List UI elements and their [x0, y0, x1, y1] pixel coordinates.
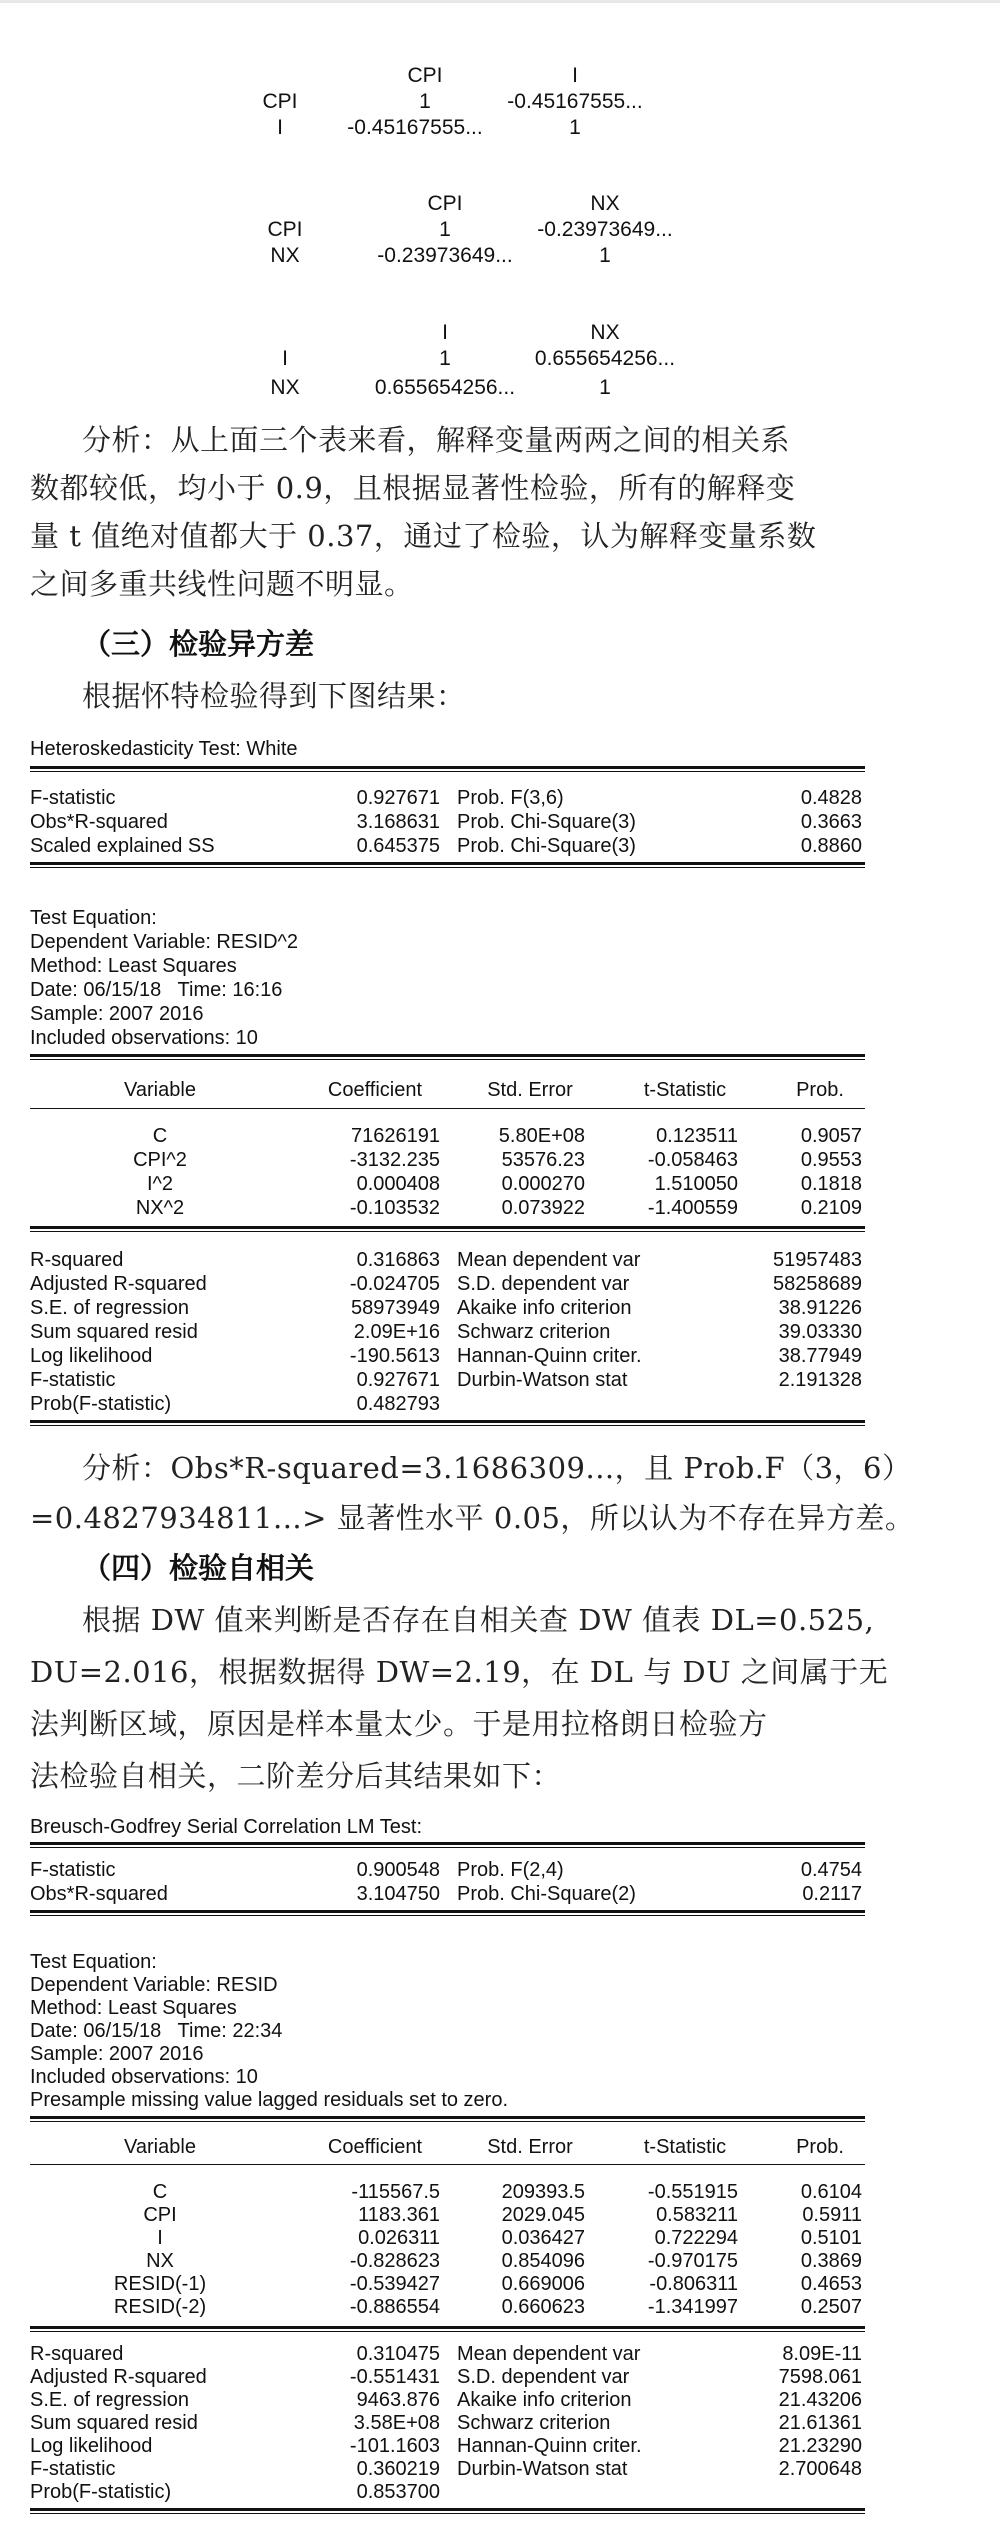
summary-value: 2.09E+16 — [353, 1321, 440, 1343]
summary-value: -190.5613 — [349, 1345, 440, 1367]
summary-value: 51957483 — [773, 1249, 862, 1271]
text-line: 法检验自相关，二阶差分后其结果如下： — [30, 1759, 562, 1793]
summary-value: 0.360219 — [356, 2458, 440, 2480]
summary-label: Log likelihood — [30, 2435, 153, 2457]
cell: 71626191 — [351, 1125, 440, 1147]
table-title: Breusch-Godfrey Serial Correlation LM Test: — [30, 1816, 423, 1838]
cell: 1183.361 — [358, 2204, 440, 2226]
eq-line: Included observations: 10 — [30, 2066, 258, 2088]
var-name: RESID(-2) — [113, 2296, 207, 2318]
summary-value: -0.024705 — [349, 1273, 440, 1295]
summary-label: Adjusted R-squared — [30, 2366, 207, 2388]
cell: -0.806311 — [649, 2273, 738, 2295]
eq-line: Test Equation: — [30, 907, 157, 929]
text-line: 之间多重共线性问题不明显。 — [30, 567, 414, 601]
var-name: NX — [146, 2250, 174, 2272]
summary-label: S.E. of regression — [30, 2389, 189, 2411]
cell: 1 — [599, 244, 611, 267]
cell: 1 — [439, 347, 451, 370]
col-header: Variable — [124, 1079, 196, 1101]
rule — [30, 1054, 865, 1060]
summary-label: S.E. of regression — [30, 1297, 189, 1319]
summary-value: 3.58E+08 — [353, 2412, 440, 2434]
summary-label: S.D. dependent var — [457, 1273, 630, 1295]
eq-line: Dependent Variable: RESID^2 — [30, 931, 299, 953]
cell: -115567.5 — [351, 2181, 440, 2203]
eq-line: Test Equation: — [30, 1951, 157, 1973]
text-line: 分析：Obs*R-squared=3.1686309...，且 Prob.F（3，6） — [82, 1451, 912, 1485]
col-header: Prob. — [796, 1079, 844, 1101]
eq-line: Method: Least Squares — [30, 955, 237, 977]
cell: 1 — [569, 116, 581, 139]
summary-label: Durbin-Watson stat — [457, 1369, 628, 1391]
row-header: NX — [270, 376, 300, 399]
stat-label: F-statistic — [30, 787, 116, 809]
rule — [30, 862, 865, 868]
cell: -1.400559 — [647, 1197, 738, 1219]
summary-label: Sum squared resid — [30, 1321, 198, 1343]
top-border — [0, 0, 1000, 3]
col-header: Std. Error — [487, 2136, 573, 2158]
stat-value: 3.168631 — [356, 811, 440, 833]
summary-label: Mean dependent var — [457, 1249, 641, 1271]
summary-value: 7598.061 — [778, 2366, 862, 2388]
summary-label: Prob(F-statistic) — [30, 1393, 172, 1415]
rule — [30, 1226, 865, 1232]
stat-label: Prob. F(3,6) — [457, 787, 564, 809]
cell: 2029.045 — [501, 2204, 585, 2226]
text-line: DU=2.016，根据数据得 DW=2.19，在 DL 与 DU 之间属于无 — [30, 1655, 889, 1689]
row-header: I — [277, 116, 283, 139]
stat-label: Scaled explained SS — [30, 835, 215, 857]
cell: 0.036427 — [501, 2227, 585, 2249]
rule — [30, 1420, 865, 1426]
text-line: 分析：从上面三个表来看，解释变量两两之间的相关系 — [82, 423, 791, 457]
cell: 0.5101 — [800, 2227, 862, 2249]
col-header: Prob. — [796, 2136, 844, 2158]
summary-value: 0.316863 — [356, 1249, 440, 1271]
cell: 0.026311 — [358, 2227, 440, 2249]
intro-text: 根据怀特检验得到下图结果： — [82, 679, 466, 713]
summary-label: F-statistic — [30, 1369, 116, 1391]
summary-value: 9463.876 — [356, 2389, 440, 2411]
summary-value: 21.61361 — [778, 2412, 862, 2434]
cell: 0.9057 — [800, 1125, 862, 1147]
cell: -0.551915 — [647, 2181, 738, 2203]
col-header: t-Statistic — [643, 2136, 727, 2158]
col-header: I — [572, 64, 578, 87]
summary-label: Adjusted R-squared — [30, 1273, 207, 1295]
col-header: NX — [590, 321, 620, 344]
col-header: I — [442, 321, 448, 344]
cell: 209393.5 — [501, 2181, 585, 2203]
var-name: NX^2 — [135, 1197, 185, 1219]
rule — [30, 2164, 865, 2165]
summary-label: Schwarz criterion — [457, 1321, 611, 1343]
cell: 0.1818 — [800, 1173, 862, 1195]
text-line: 法判断区域，原因是样本量太少。于是用拉格朗日检验方 — [30, 1707, 768, 1741]
col-header: CPI — [427, 192, 463, 215]
cell: -0.45167555... — [507, 90, 643, 113]
cell: 5.80E+08 — [498, 1125, 585, 1147]
summary-value: 21.43206 — [778, 2389, 862, 2411]
rule — [30, 1842, 865, 1848]
var-name: RESID(-1) — [113, 2273, 207, 2295]
cell: 0.2109 — [800, 1197, 862, 1219]
stat-value: 0.8860 — [800, 835, 862, 857]
cell: 53576.23 — [501, 1149, 585, 1171]
var-name: C — [152, 1125, 168, 1147]
cell: 0.655654256... — [534, 347, 676, 370]
cell: -0.058463 — [647, 1149, 738, 1171]
cell: -1.341997 — [647, 2296, 738, 2318]
rule — [30, 1108, 865, 1109]
stat-value: 3.104750 — [356, 1883, 440, 1905]
cell: -0.539427 — [349, 2273, 440, 2295]
eq-line: Date: 06/15/18 Time: 22:34 — [30, 2020, 283, 2042]
var-name: I^2 — [146, 1173, 174, 1195]
cell: 0.583211 — [656, 2204, 738, 2226]
summary-value: 21.23290 — [778, 2435, 862, 2457]
cell: -0.23973649... — [537, 218, 673, 241]
cell: 0.4653 — [800, 2273, 862, 2295]
stat-value: 0.4754 — [800, 1859, 862, 1881]
cell: -0.970175 — [647, 2250, 738, 2272]
cell: 0.660623 — [501, 2296, 585, 2318]
summary-label: Akaike info criterion — [457, 2389, 632, 2411]
summary-label: Prob(F-statistic) — [30, 2481, 172, 2503]
summary-label: Hannan-Quinn criter. — [457, 1345, 642, 1367]
stat-label: Prob. Chi-Square(3) — [457, 811, 636, 833]
summary-value: 0.310475 — [356, 2343, 440, 2365]
summary-value: 38.91226 — [778, 1297, 862, 1319]
summary-value: 8.09E-11 — [782, 2343, 862, 2365]
row-header: NX — [270, 244, 300, 267]
cell: -0.886554 — [349, 2296, 440, 2318]
col-header: t-Statistic — [643, 1079, 727, 1101]
col-header: NX — [590, 192, 620, 215]
cell: -0.103532 — [349, 1197, 440, 1219]
cell: 0.000270 — [501, 1173, 585, 1195]
stat-value: 0.4828 — [800, 787, 862, 809]
stat-value: 0.900548 — [356, 1859, 440, 1881]
cell: 0.3869 — [800, 2250, 862, 2272]
cell: 0.2507 — [800, 2296, 862, 2318]
eq-line: Presample missing value lagged residuals set to zero. — [30, 2089, 509, 2111]
summary-label: R-squared — [30, 1249, 124, 1271]
var-name: C — [152, 2181, 168, 2203]
stat-label: Prob. F(2,4) — [457, 1859, 564, 1881]
rule — [30, 2508, 865, 2514]
cell: 0.655654256... — [374, 376, 516, 399]
table-title: Heteroskedasticity Test: White — [30, 738, 298, 760]
stat-label: F-statistic — [30, 1859, 116, 1881]
cell: 0.000408 — [356, 1173, 440, 1195]
cell: -0.23973649... — [377, 244, 513, 267]
summary-value: 2.191328 — [778, 1369, 862, 1391]
eq-line: Dependent Variable: RESID — [30, 1974, 278, 1996]
rule — [30, 2116, 865, 2122]
cell: 0.123511 — [656, 1125, 738, 1147]
summary-label: Sum squared resid — [30, 2412, 198, 2434]
section-heading-4: （四）检验自相关 — [82, 1551, 315, 1585]
cell: 0.9553 — [800, 1149, 862, 1171]
cell: 0.5911 — [802, 2204, 862, 2226]
summary-value: 58973949 — [351, 1297, 440, 1319]
summary-value: -101.1603 — [349, 2435, 440, 2457]
var-name: CPI^2 — [133, 1149, 187, 1171]
stat-value: 0.645375 — [356, 835, 440, 857]
summary-label: R-squared — [30, 2343, 124, 2365]
stat-label: Prob. Chi-Square(3) — [457, 835, 636, 857]
eq-line: Method: Least Squares — [30, 1997, 237, 2019]
summary-value: 2.700648 — [778, 2458, 862, 2480]
col-header: Coefficient — [327, 2136, 423, 2158]
eq-line: Sample: 2007 2016 — [30, 2043, 204, 2065]
col-header: CPI — [407, 64, 443, 87]
summary-value: 0.853700 — [356, 2481, 440, 2503]
eq-line: Included observations: 10 — [30, 1027, 258, 1049]
cell: 1 — [419, 90, 431, 113]
stat-value: 0.3663 — [800, 811, 862, 833]
section-heading-3: （三）检验异方差 — [82, 627, 315, 661]
summary-value: 58258689 — [773, 1273, 862, 1295]
cell: -3132.235 — [349, 1149, 440, 1171]
cell: 1.510050 — [654, 1173, 738, 1195]
summary-label: Durbin-Watson stat — [457, 2458, 628, 2480]
text-line: 根据 DW 值来判断是否存在自相关查 DW 值表 DL=0.525, — [82, 1603, 875, 1637]
row-header: CPI — [267, 218, 303, 241]
cell: 0.6104 — [800, 2181, 862, 2203]
summary-value: -0.551431 — [349, 2366, 440, 2388]
cell: 1 — [599, 376, 611, 399]
cell: 0.073922 — [501, 1197, 585, 1219]
var-name: I — [157, 2227, 163, 2249]
cell: -0.45167555... — [347, 116, 483, 139]
cell: -0.828623 — [349, 2250, 440, 2272]
stat-label: Obs*R-squared — [30, 811, 168, 833]
row-header: I — [282, 347, 288, 370]
row-header: CPI — [262, 90, 298, 113]
text-line: =0.4827934811...> 显著性水平 0.05，所以认为不存在异方差。 — [30, 1501, 915, 1535]
cell: 1 — [439, 218, 451, 241]
cell: 0.854096 — [501, 2250, 585, 2272]
cell: 0.722294 — [654, 2227, 738, 2249]
rule — [30, 2326, 865, 2332]
summary-label: Hannan-Quinn criter. — [457, 2435, 642, 2457]
text-line: 数都较低，均小于 0.9，且根据显著性检验，所有的解释变 — [30, 471, 796, 505]
summary-value: 39.03330 — [778, 1321, 862, 1343]
col-header: Coefficient — [327, 1079, 423, 1101]
stat-value: 0.2117 — [802, 1883, 862, 1905]
cell: 0.669006 — [501, 2273, 585, 2295]
summary-label: S.D. dependent var — [457, 2366, 630, 2388]
summary-value: 38.77949 — [778, 1345, 862, 1367]
text-line: 量 t 值绝对值都大于 0.37，通过了检验，认为解释变量系数 — [30, 519, 817, 553]
stat-label: Obs*R-squared — [30, 1883, 168, 1905]
eq-line: Sample: 2007 2016 — [30, 1003, 204, 1025]
stat-label: Prob. Chi-Square(2) — [457, 1883, 636, 1905]
eq-line: Date: 06/15/18 Time: 16:16 — [30, 979, 283, 1001]
summary-label: Log likelihood — [30, 1345, 153, 1367]
summary-value: 0.927671 — [356, 1369, 440, 1391]
summary-label: Schwarz criterion — [457, 2412, 611, 2434]
rule — [30, 766, 865, 772]
var-name: CPI — [143, 2204, 177, 2226]
stat-value: 0.927671 — [356, 787, 440, 809]
rule — [30, 1910, 865, 1916]
col-header: Std. Error — [487, 1079, 573, 1101]
summary-value: 0.482793 — [356, 1393, 440, 1415]
col-header: Variable — [124, 2136, 196, 2158]
summary-label: Akaike info criterion — [457, 1297, 632, 1319]
summary-label: Mean dependent var — [457, 2343, 641, 2365]
summary-label: F-statistic — [30, 2458, 116, 2480]
